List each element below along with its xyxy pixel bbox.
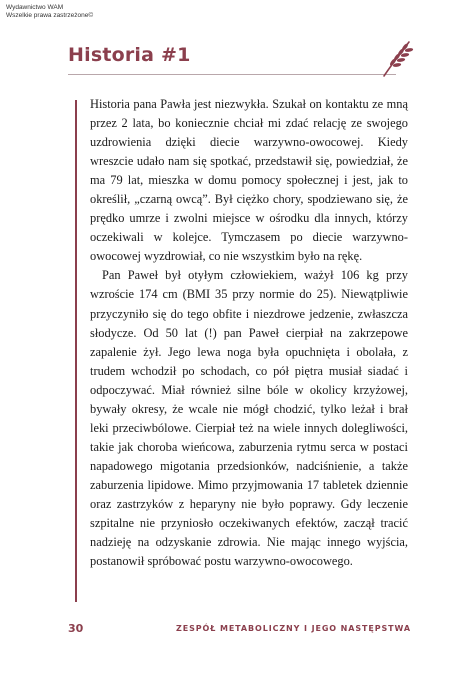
margin-accent-bar bbox=[75, 100, 77, 602]
story-body bbox=[90, 95, 408, 571]
wheat-sprig-icon bbox=[378, 38, 414, 78]
page-number: 30 bbox=[68, 622, 84, 635]
publisher-name: Wydawnictwo WAM bbox=[6, 4, 64, 11]
title-divider bbox=[68, 74, 396, 75]
paragraph: Historia pana Pawła jest niezwykła. Szukał on kontaktu ze mną przez 2 lata, bo koniecznie chciał mi zdać relację ze swojego uzdrowienia dzięki diecie warzywno-owocowej. Kiedy wreszcie udało nam się spotkać, przedstawił się, powiedział, że ma 79 lat, mieszka w domu pomocy społecznej i jest, jak to określił, „czarną owcą”. Był ciężko chory, spodziewano się, że prędko umrze i zwolni miejsce w ośrodku dla innych, którzy oczekiwali w kolejce. Tymczasem po diecie warzywno-owocowej wyzdrowiał, co nie wszystkim było na rękę. bbox=[90, 97, 408, 264]
rights-reserved: Wszelkie prawa zastrzeżone© bbox=[6, 12, 94, 19]
running-footer-title: ZESPÓŁ METABOLICZNY I JEGO NASTĘPSTWA bbox=[176, 624, 411, 633]
copyright-notice bbox=[6, 4, 93, 20]
paragraph: Pan Paweł był otyłym człowiekiem, ważył 106 kg przy wzroście 174 cm (BMI 35 przy normie do 25). Niewątpliwie przyczyniło się do tego obfite i niezdrowe jedzenie, zwłaszcza słodycze. Od 50 lat (!) pan Paweł cierpiał na zakrzepowe zapalenie żył. Jego lewa noga była opuchnięta i obolała, z trudem wchodził po schodach, co pół piętra musiał siadać i odpoczywać. Miał również silne bóle w okolicy krzyżowej, bywały okresy, że wcale nie mógł chodzić, tylko leżał i brał leki przeciwbólowe. Cierpiał też na wiele innych dolegliwości, takie jak choroba wieńcowa, zaburzenia rytmu serca w postaci napadowego migotania przedsionków, nadciśnienie, a także zaburzenia lipidowe. Mimo przyjmowania 17 tabletek dziennie oraz zastrzyków z heparyny nie było poprawy. Gdy leczenie szpitalne nie przyniosło oczekiwanych efektów, zaczął tracić nadzieję na odzyskanie zdrowia. Nie mając innego wyjścia, postanowił spróbować postu warzywno-owocowego. bbox=[90, 268, 408, 569]
chapter-title: Historia #1 bbox=[68, 44, 191, 66]
